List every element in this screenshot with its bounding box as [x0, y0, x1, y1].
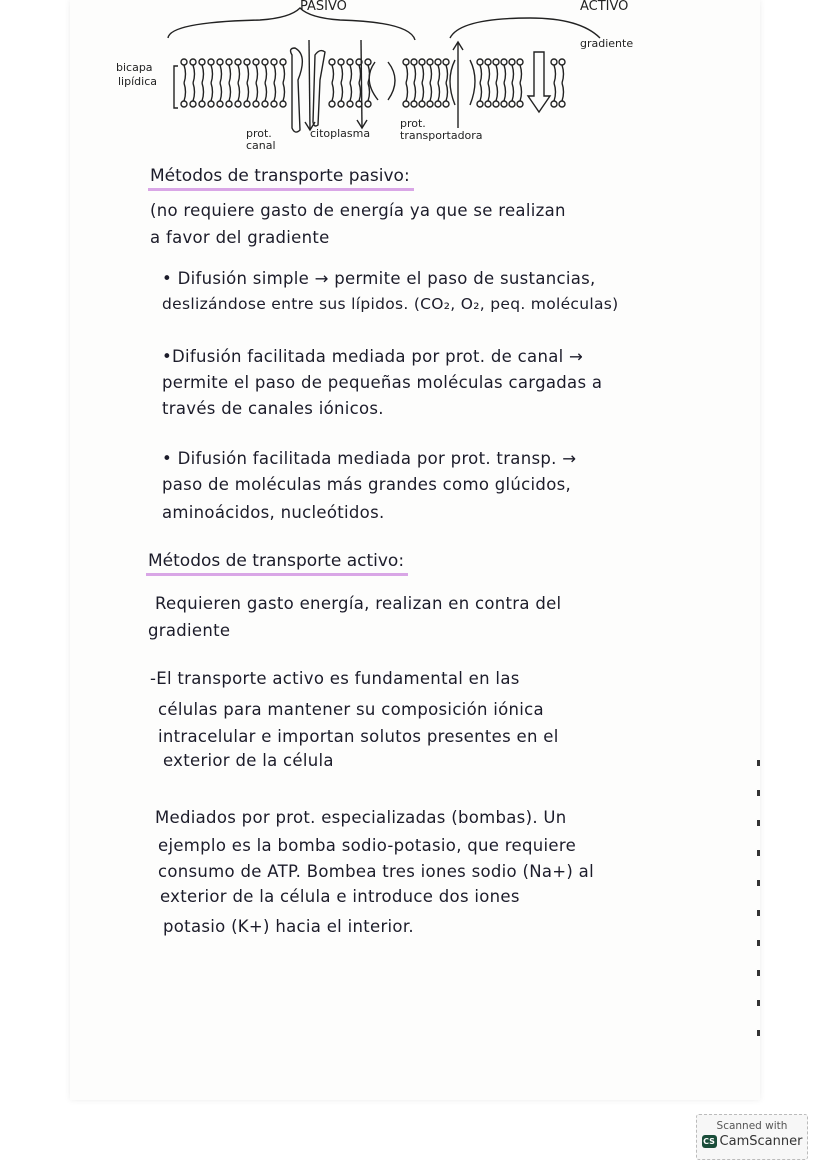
bullet-channel-diffusion: permite el paso de pequeñas moléculas cargadas a	[162, 373, 603, 392]
active-paragraph-2: ejemplo es la bomba sodio-potasio, que requiere	[158, 836, 577, 855]
camscanner-watermark	[696, 1114, 808, 1160]
bullet-channel-diffusion: •Difusión facilitada mediada por prot. de canal →	[162, 347, 584, 366]
active-paragraph-1: exterior de la célula	[163, 751, 334, 770]
transporter-label-1: prot.	[400, 117, 426, 130]
active-paragraph-2: Mediados por prot. especializadas (bombas). Un	[155, 808, 567, 827]
bilayer-label-1: bicapa	[116, 61, 153, 74]
bullet-channel-diffusion: través de canales iónicos.	[162, 399, 384, 418]
active-title: ACTIVO	[580, 0, 629, 14]
bullet-simple-diffusion: deslizándose entre sus lípidos. (CO₂, O₂, peq. moléculas)	[162, 295, 619, 313]
channel-label-2: canal	[246, 139, 276, 152]
bilayer-label-2: lipídica	[118, 75, 157, 88]
active-intro-line: gradiente	[148, 621, 231, 640]
membrane-drawing	[110, 0, 670, 160]
passive-intro-line: (no requiere gasto de energía ya que se realizan	[150, 201, 566, 220]
active-intro-line: Requieren gasto energía, realizan en contra del	[155, 594, 562, 613]
active-paragraph-1: células para mantener su composición iónica	[158, 700, 544, 719]
active-paragraph-1: intracelular e importan solutos presentes en el	[158, 727, 559, 746]
active-paragraph-2: potasio (K+) hacia el interior.	[163, 917, 414, 936]
watermark-line2: CamScanner	[719, 1134, 803, 1149]
active-paragraph-1: -El transporte activo es fundamental en las	[150, 669, 520, 688]
notebook-binding-holes	[757, 760, 760, 1050]
passive-methods-heading: Métodos de transporte pasivo:	[148, 166, 414, 191]
bullet-transporter-diffusion: • Difusión facilitada mediada por prot. transp. →	[162, 449, 577, 468]
camscanner-logo-icon: CS	[703, 1137, 715, 1146]
passive-intro-line: a favor del gradiente	[150, 228, 330, 247]
bullet-simple-diffusion: • Difusión simple → permite el paso de sustancias,	[162, 269, 596, 288]
watermark-line1: Scanned with	[716, 1120, 788, 1132]
active-paragraph-2: consumo de ATP. Bombea tres iones sodio (Na+) al	[158, 862, 594, 881]
membrane-transport-diagram	[110, 0, 670, 160]
passive-title: PASIVO	[300, 0, 347, 14]
active-brace	[450, 18, 600, 38]
bullet-transporter-diffusion: paso de moléculas más grandes como glúcidos,	[162, 475, 572, 494]
active-methods-heading: Métodos de transporte activo:	[146, 551, 408, 576]
gradient-label: gradiente	[580, 37, 634, 50]
cytoplasm-label: citoplasma	[310, 127, 371, 140]
transporter-label-2: transportadora	[400, 129, 483, 142]
channel-label-1: prot.	[246, 127, 272, 140]
bullet-transporter-diffusion: aminoácidos, nucleótidos.	[162, 503, 385, 522]
active-paragraph-2: exterior de la célula e introduce dos iones	[160, 887, 520, 906]
